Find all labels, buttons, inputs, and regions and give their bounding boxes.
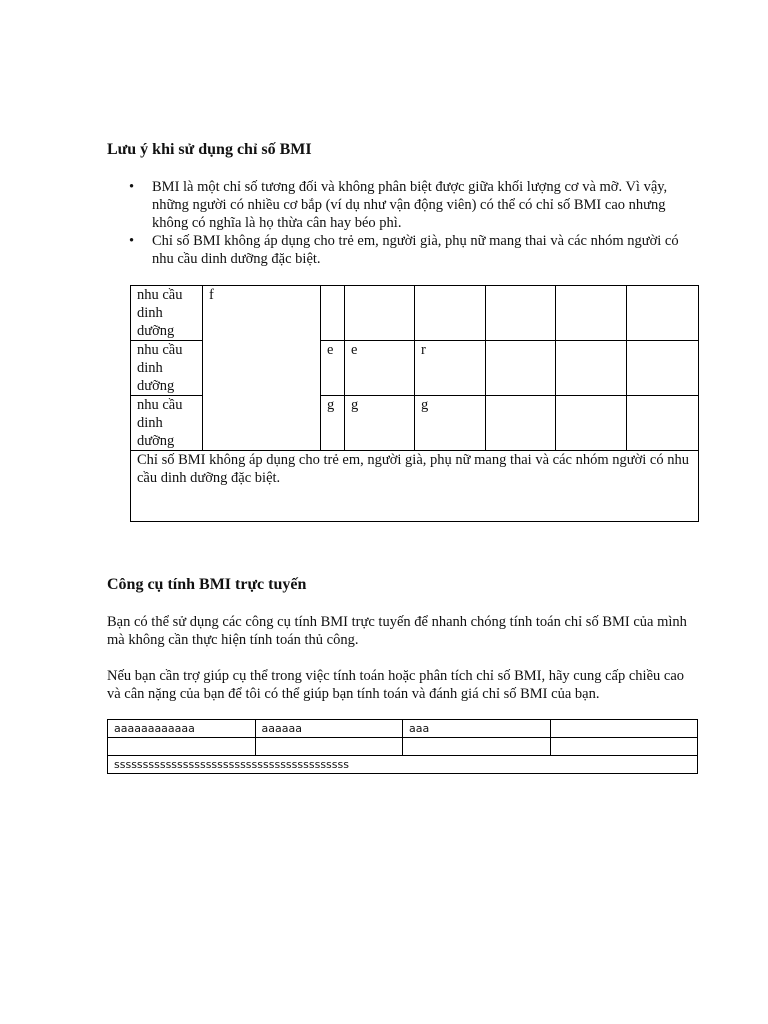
table-cell[interactable] [108, 738, 256, 756]
table-cell [486, 341, 556, 396]
list-item-text: BMI là một chỉ số tương đối và không phân biệt được giữa khối lượng cơ và mỡ. Vì vậy, những người có nhiều cơ bắp (ví dụ như vận động viên) có thể có chỉ số BMI cao nhưng không có nghĩa là họ thừa cân hay béo phì. [152, 179, 668, 231]
table-footer-cell: Chỉ số BMI không áp dụng cho trẻ em, người già, phụ nữ mang thai và các nhóm người có nhu cầu dinh dưỡng đặc biệt. [131, 451, 699, 522]
bmi-notes-list [107, 178, 697, 268]
table-cell [345, 286, 415, 341]
table-cell[interactable] [255, 738, 403, 756]
list-item [107, 178, 697, 232]
table-cell [627, 396, 699, 451]
table-cell: nhu cầu dinh dưỡng [131, 286, 203, 341]
table-row [108, 756, 698, 774]
table-cell [415, 286, 486, 341]
section-heading-online-tools: Công cụ tính BMI trực tuyến [107, 576, 307, 593]
table-cell [627, 286, 699, 341]
table-cell: e [321, 341, 345, 396]
table-cell[interactable]: aaaaaaaaaaaa [108, 720, 256, 738]
input-table [107, 719, 698, 774]
table-cell: nhu cầu dinh dưỡng [131, 396, 203, 451]
table-cell [556, 341, 627, 396]
list-item-text: Chỉ số BMI không áp dụng cho trẻ em, người già, phụ nữ mang thai và các nhóm người có nhu cầu dinh dưỡng đặc biệt. [152, 233, 679, 267]
table-cell: nhu cầu dinh dưỡng [131, 341, 203, 396]
table-cell[interactable] [550, 738, 698, 756]
table-cell-merged[interactable]: sssssssssssssssssssssssssssssssssssssssss [108, 756, 698, 774]
table-cell[interactable]: aaa [403, 720, 551, 738]
table-cell[interactable] [550, 720, 698, 738]
table-row [131, 451, 699, 522]
paragraph: Bạn có thể sử dụng các công cụ tính BMI trực tuyến để nhanh chóng tính toán chỉ số BMI của mình mà không cần thực hiện tính toán thủ công. [107, 614, 687, 648]
table-row [108, 720, 698, 738]
table-cell [321, 286, 345, 341]
table-cell: r [415, 341, 486, 396]
nutrition-table [130, 285, 699, 522]
table-cell: e [345, 341, 415, 396]
section-heading-bmi-notes: Lưu ý khi sử dụng chỉ số BMI [107, 141, 312, 158]
table-cell [486, 286, 556, 341]
table-cell: g [345, 396, 415, 451]
table-row [108, 738, 698, 756]
table-cell [486, 396, 556, 451]
paragraph: Nếu bạn cần trợ giúp cụ thể trong việc tính toán hoặc phân tích chỉ số BMI, hãy cung cấp chiều cao và cân nặng của bạn để tôi có thể giúp bạn tính toán và đánh giá chỉ số BMI của bạn. [107, 668, 685, 702]
table-cell[interactable]: aaaaaa [255, 720, 403, 738]
table-cell-merged: f [203, 286, 321, 451]
table-cell [556, 286, 627, 341]
bullet-icon: • [129, 179, 135, 195]
list-item [107, 232, 697, 268]
table-cell: g [321, 396, 345, 451]
table-cell [627, 341, 699, 396]
table-cell[interactable] [403, 738, 551, 756]
bullet-icon: • [129, 233, 135, 249]
table-cell [556, 396, 627, 451]
table-cell: g [415, 396, 486, 451]
table-row [131, 286, 699, 341]
